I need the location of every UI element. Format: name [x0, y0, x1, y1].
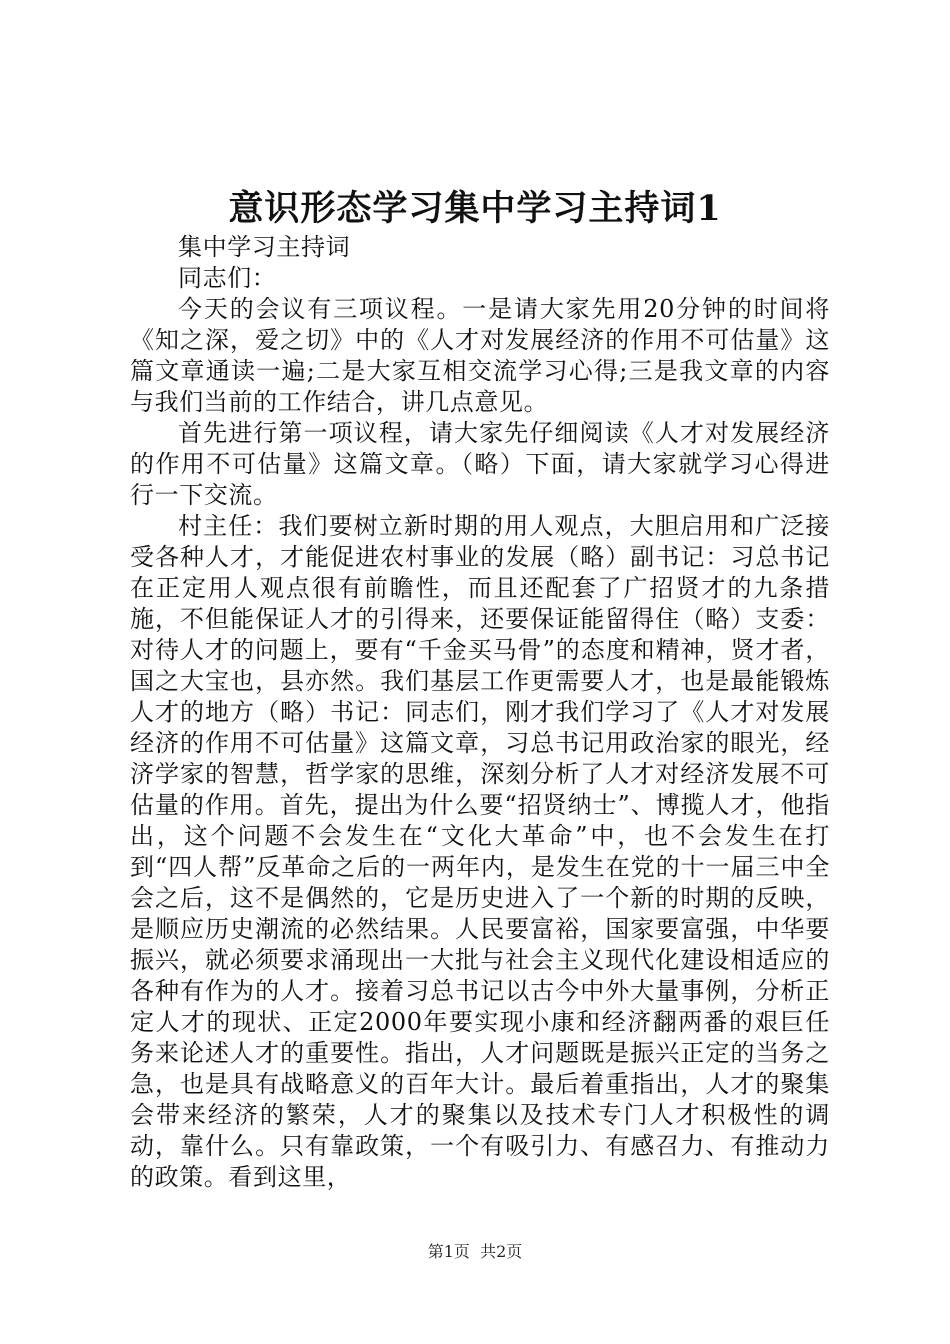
page-number: 第1页 共2页 [427, 1242, 523, 1261]
paragraph: 今天的会议有三项议程。一是请大家先用20分钟的时间将《知之深，爱之切》中的《人才对发展经济的作用不可估量》这篇文章通读一遍;二是大家互相交流学习心得;三是我文章的内容与我们当前的工作结合，讲几点意见。 [130, 295, 830, 416]
document-body [130, 232, 830, 1193]
paragraph: 同志们： [178, 264, 277, 292]
paragraph: 集中学习主持词 [178, 233, 351, 261]
page-footer [0, 1241, 950, 1263]
document-title: 意识形态学习集中学习主持词1 [228, 188, 722, 229]
paragraph: 首先进行第一项议程，请大家先仔细阅读《人才对发展经济的作用不可估量》这篇文章。（略）下面，请大家就学习心得进行一下交流。 [130, 419, 830, 509]
paragraph: 村主任：我们要树立新时期的用人观点，大胆启用和广泛接受各种人才，才能促进农村事业的发展（略）副书记：习总书记在正定用人观点很有前瞻性，而且还配套了广招贤才的九条措施，不但能保证人才的引得来，还要保证能留得住（略）支委：对待人才的问题上，要有“千金买马骨”的态度和精神，贤才者，国之大宝也，县亦然。我们基层工作更需要人才，也是最能锻炼人才的地方（略）书记：同志们，刚才我们学习了《人才对发展经济的作用不可估量》这篇文章，习总书记用政治家的眼光，经济学家的智慧，哲学家的思维，深刻分析了人才对经济发展不可估量的作用。首先，提出为什么要“招贤纳士”、博揽人才，他指出，这个问题不会发生在“文化大革命”中，也不会发生在打到“四人帮”反革命之后的一两年内，是发生在党的十一届三中全会之后，这不是偶然的，它是历史进入了一个新的时期的反映，是顺应历史潮流的必然结果。人民要富裕，国家要富强，中华要振兴，就必须要求涌现出一大批与社会主义现代化建设相适应的各种有作为的人才。接着习总书记以古今中外大量事例，分析正定人才的现状、正定2000年要实现小康和经济翻两番的艰巨任务来论述人才的重要性。指出，人才问题既是振兴正定的当务之急，也是具有战略意义的百年大计。最后着重指出，人才的聚集会带来经济的繁荣，人才的聚集以及技术专门人才积极性的调动，靠什么。只有靠政策，一个有吸引力、有感召力、有推动力的政策。看到这里， [130, 512, 830, 1191]
